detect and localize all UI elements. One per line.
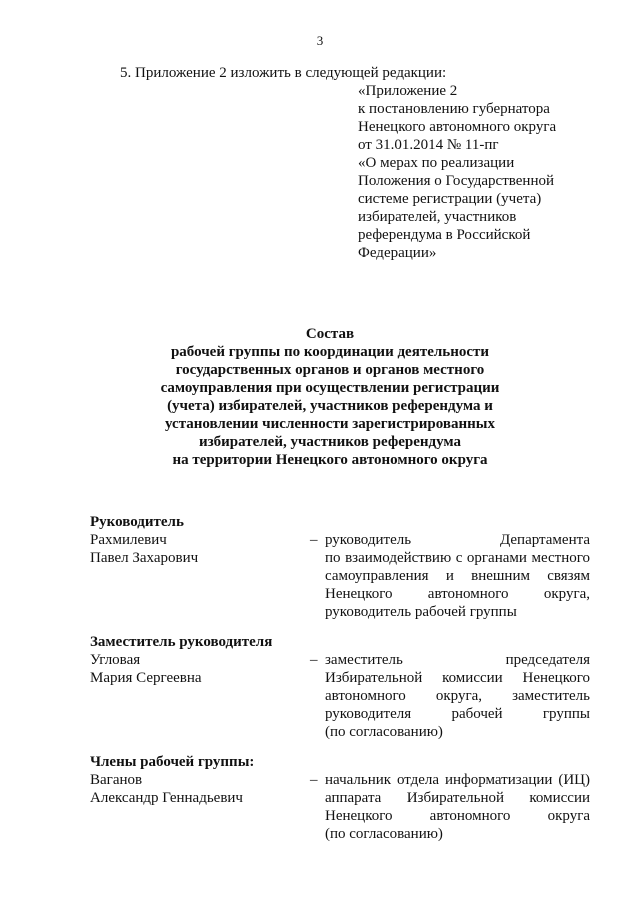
amendment-item-text: 5. Приложение 2 изложить в следующей редакции: <box>120 65 447 81</box>
title-line: (учета) избирателей, участников референдума и <box>167 398 493 414</box>
title-line: установлении численности зарегистрированных <box>165 416 495 432</box>
dash-separator: – <box>310 652 318 668</box>
member-given-names: Мария Сергеевна <box>90 670 202 686</box>
role-line: (по согласованию) <box>325 826 443 842</box>
member-surname: Угловая <box>90 652 141 668</box>
member-surname: Ваганов <box>90 772 143 788</box>
role-line: руководителя рабочей группы <box>325 706 590 722</box>
section-members <box>90 753 590 843</box>
member-surname: Рахмилевич <box>90 532 167 548</box>
section-deputy <box>90 633 590 741</box>
role-line: заместитель председателя <box>325 652 590 668</box>
member-given-names: Александр Геннадьевич <box>90 790 243 806</box>
role-line: начальник отдела информатизации (ИЦ) <box>325 772 590 788</box>
appendix-line: «О мерах по реализации <box>358 155 515 171</box>
member-name <box>90 651 310 741</box>
member-entry <box>90 651 590 741</box>
appendix-line: Федерации» <box>358 245 437 261</box>
document-title <box>120 325 540 469</box>
role-line: Ненецкого автономного округа, <box>325 586 590 602</box>
section-head <box>90 513 590 621</box>
page-number: 3 <box>316 33 324 48</box>
section-heading: Заместитель руководителя <box>90 634 273 650</box>
member-name <box>90 771 310 843</box>
member-role <box>325 771 590 843</box>
member-entry <box>90 771 590 843</box>
member-name <box>90 531 310 621</box>
role-line: руководитель Департамента <box>325 532 590 548</box>
section-heading: Члены рабочей группы: <box>90 754 255 770</box>
appendix-line: избирателей, участников <box>358 209 517 225</box>
appendix-line: Положения о Государственной <box>358 173 555 189</box>
appendix-line: Ненецкого автономного округа <box>358 119 557 135</box>
title-line: рабочей группы по координации деятельности <box>170 344 490 360</box>
role-line: Избирательной комиссии Ненецкого <box>325 670 590 686</box>
role-line: руководитель рабочей группы <box>325 604 517 620</box>
title-line: государственных органов и органов местного <box>175 362 485 378</box>
role-line: Ненецкого автономного округа <box>325 808 590 824</box>
title-line: Состав <box>305 326 355 342</box>
role-line: по взаимодействию с органами местного <box>325 550 590 566</box>
dash-separator: – <box>310 772 318 788</box>
title-line: на территории Ненецкого автономного округа <box>172 452 488 468</box>
title-line: избирателей, участников референдума <box>198 434 462 450</box>
title-line: самоуправления при осуществлении регистрации <box>160 380 500 396</box>
role-line: самоуправления и внешним связям <box>325 568 590 584</box>
appendix-header <box>358 82 598 262</box>
section-heading: Руководитель <box>90 514 184 530</box>
appendix-line: «Приложение 2 <box>358 83 458 99</box>
appendix-line: от 31.01.2014 № 11-пг <box>358 137 499 153</box>
member-role <box>325 531 590 621</box>
appendix-line: системе регистрации (учета) <box>358 191 542 207</box>
role-line: автономного округа, заместитель <box>325 688 590 704</box>
appendix-line: к постановлению губернатора <box>358 101 550 117</box>
role-line: аппарата Избирательной комиссии <box>325 790 590 806</box>
member-role <box>325 651 590 741</box>
member-entry <box>90 531 590 621</box>
appendix-line: референдума в Российской <box>358 227 531 243</box>
role-line: (по согласованию) <box>325 724 443 740</box>
member-given-names: Павел Захарович <box>90 550 199 566</box>
dash-separator: – <box>310 532 318 548</box>
